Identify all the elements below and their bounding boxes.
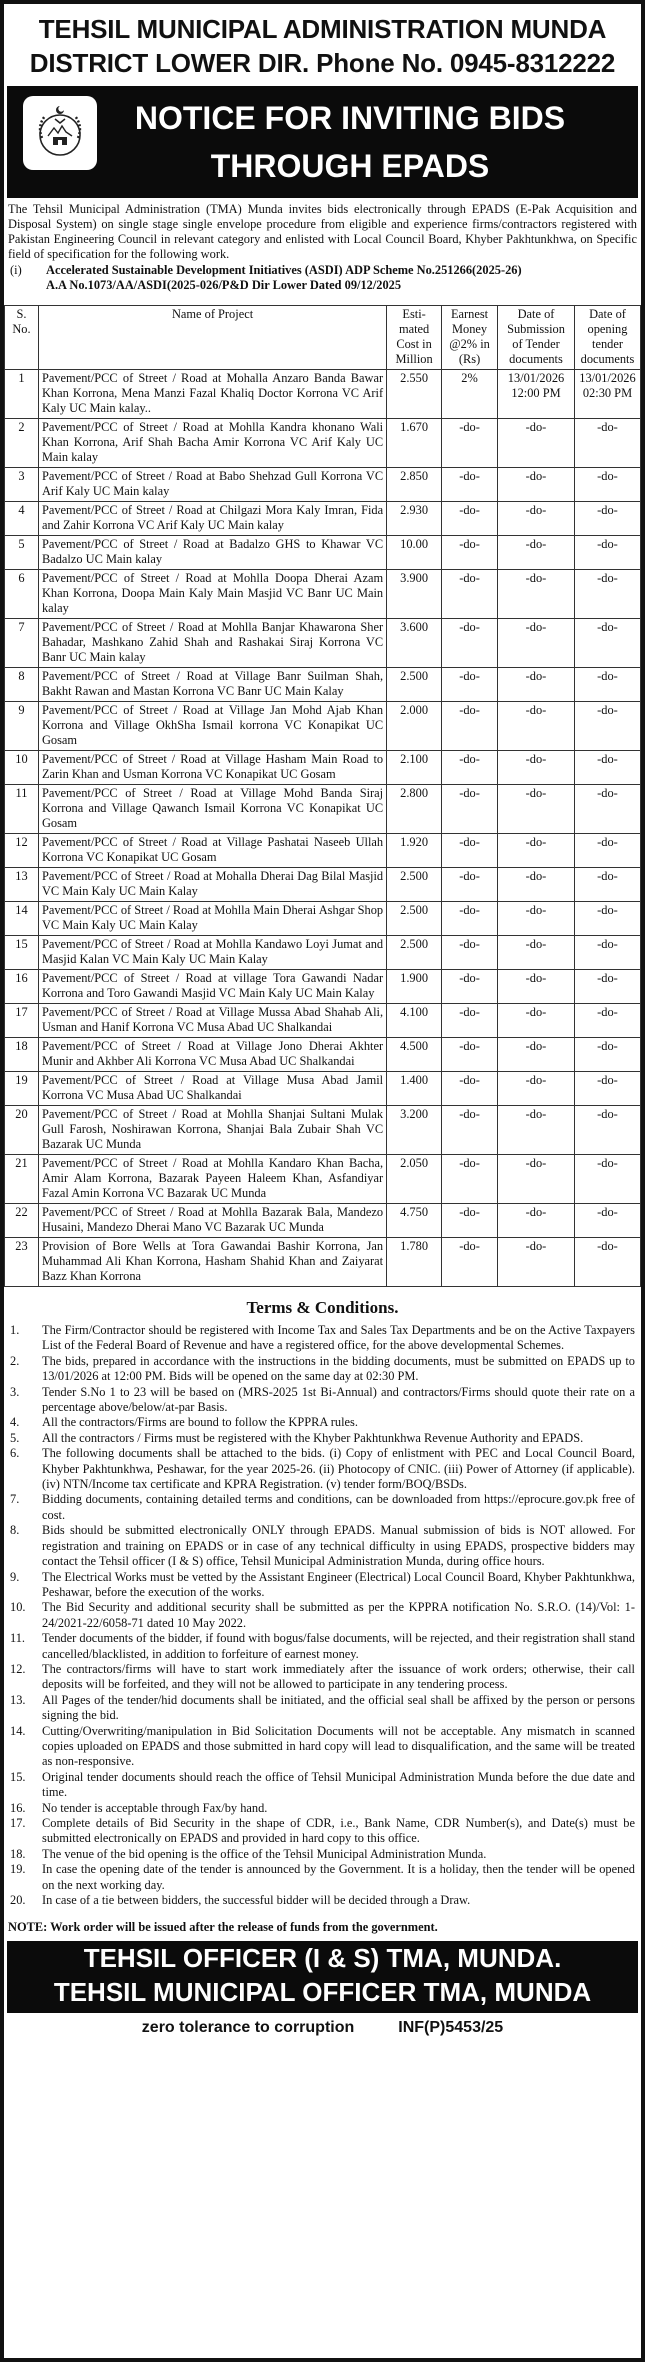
project-name-cell: Pavement/PCC of Street / Road at Village Banr Suilman Shah, Bakht Rawan and Mastan Korrona VC Banr UC Main Kalay [38,668,386,702]
term-number: 1. [10,1323,20,1337]
earnest-cell: -do- [442,1155,498,1204]
term-text: Tender S.No 1 to 23 will be based on (MRS-2025 1st Bi-Annual) and contractors/Firms should quote their rate on a percentage above/below/at-par Basis. [42,1384,635,1415]
table-row [5,868,641,902]
table-row [5,668,641,702]
submission-date-cell: -do- [498,1106,575,1155]
col-submission-header: Date of Submission of Tender documents [498,306,575,370]
project-name-cell: Pavement/PCC of Street / Road at Mohalla Anzaro Banda Bawar Khan Korrona, Mena Manzi Fazal Khaliq Doctor Korrona VC Arif Kaly UC Main kalay.. [38,370,386,419]
anti-corruption-slogan: zero tolerance to corruption [141,2019,355,2037]
table-row [5,619,641,668]
serial-cell: 2 [5,419,39,468]
cost-cell: 1.780 [387,1238,442,1287]
earnest-cell: -do- [442,868,498,902]
term-item [10,1570,635,1601]
cost-cell: 3.900 [387,570,442,619]
term-number: 14. [10,1723,26,1738]
term-number: 20. [10,1893,26,1908]
table-row [5,468,641,502]
term-text: The bids, prepared in accordance with the instructions in the bidding documents, must be submitted on EPADS up to 13/01/2026 at 12:00 PM. Bids will be opened on the same day at 02:30 PM. [42,1353,635,1384]
term-item [10,1492,635,1523]
table-row [5,370,641,419]
project-name-cell: Pavement/PCC of Street / Road at Chilgazi Mora Kaly Imran, Fida and Zahir Korrona VC Arif Kaly UC Main kalay [38,502,386,536]
header-title: TEHSIL MUNICIPAL ADMINISTRATION MUNDA [38,14,607,44]
submission-date-cell: -do- [498,1072,575,1106]
project-name-cell: Pavement/PCC of Street / Road at Village Pashatai Naseeb Ullah Korrona VC Konapikat UC Gosam [38,834,386,868]
term-text: Bidding documents, containing detailed terms and conditions, can be downloaded from https://eprocure.gov.pk free of cost. [42,1492,635,1522]
term-text: No tender is acceptable through Fax/by hand. [42,1800,268,1815]
serial-cell: 10 [5,751,39,785]
term-item [10,1801,635,1816]
project-name-cell: Pavement/PCC of Street / Road at Village Jono Dherai Akhter Munir and Akhber Ali Korrona VC Musa Abad UC Shalkandai [38,1038,386,1072]
serial-cell: 5 [5,536,39,570]
term-number: 8. [10,1523,20,1538]
earnest-cell: -do- [442,468,498,502]
term-text: Original tender documents should reach the office of Tehsil Municipal Administration Munda before the due date and time. [42,1769,635,1800]
project-name-cell: Pavement/PCC of Street / Road at Babo Shehzad Gull Korrona VC Arif Kaly UC Main kalay [38,468,386,502]
term-number: 19. [10,1862,26,1877]
opening-date-cell: -do- [574,702,640,751]
submission-date-cell: -do- [498,936,575,970]
term-text: Complete details of Bid Security in the shape of CDR, i.e., Bank Name, CDR Number(s), and Date(s) must be submitted electronically on EPADS and provided in hard copy to this office. [42,1816,635,1846]
table-row [5,1004,641,1038]
project-name-cell: Pavement/PCC of Street / Road at Mohlla Shanjai Sultani Mulak Gull Farosh, Noshirawan Korrona, Shanjai Bala Zubair Shah VC Bazarak UC Munda [38,1106,386,1155]
submission-date-cell: -do- [498,536,575,570]
table-row [5,1238,641,1287]
table-row [5,1204,641,1238]
funds-note: NOTE: Work order will be issued after the release of funds from the government. [8,1920,438,1935]
serial-cell: 4 [5,502,39,536]
term-item [10,1385,635,1416]
earnest-cell: -do- [442,536,498,570]
earnest-cell: -do- [442,970,498,1004]
cost-cell: 2.500 [387,902,442,936]
earnest-cell: -do- [442,785,498,834]
serial-cell: 3 [5,468,39,502]
serial-cell: 15 [5,936,39,970]
term-number: 16. [10,1800,26,1815]
term-item [10,1631,635,1662]
term-item [10,1693,635,1724]
opening-date-cell: -do- [574,785,640,834]
opening-date-cell: -do- [574,970,640,1004]
serial-cell: 11 [5,785,39,834]
project-name-cell: Pavement/PCC of Street / Road at Mohlla Main Dherai Ashgar Shop VC Main Kaly UC Main Kalay [38,902,386,936]
project-name-cell: Pavement/PCC of Street / Road at Village Mussa Abad Shahab Ali, Usman and Hanif Korrona VC Musa Abad UC Shalkandai [38,1004,386,1038]
table-row [5,970,641,1004]
opening-date-cell: -do- [574,1072,640,1106]
earnest-cell: -do- [442,902,498,936]
col-earnest-header: Earnest Money @2% in (Rs) [442,306,498,370]
cost-cell: 2.050 [387,1155,442,1204]
term-number: 5. [10,1430,20,1445]
serial-cell: 9 [5,702,39,751]
earnest-cell: -do- [442,834,498,868]
term-item [10,1323,635,1354]
term-text: The Bid Security and additional security shall be submitted as per the KPPRA notification No. S.R.O. (14)/Vol: 1-24/2021-22/6058-71 dated 10 May 2022. [42,1600,635,1630]
table-row [5,936,641,970]
term-text: The Electrical Works must be vetted by the Assistant Engineer (Electrical) Local Council Board, Khyber Pakhtunkhwa, Peshawar, before the execution of the works. [42,1569,635,1599]
opening-date-cell: -do- [574,1038,640,1072]
cost-cell: 2.550 [387,370,442,419]
scheme-line1: Accelerated Sustainable Development Initiatives (ASDI) ADP Scheme No.251266(2025-26) [46,263,522,277]
project-name-cell: Pavement/PCC of Street / Road at Badalzo GHS to Khawar VC Badalzo UC Main kalay [38,536,386,570]
earnest-cell: -do- [442,702,498,751]
table-row [5,902,641,936]
submission-date-cell: 13/01/2026 12:00 PM [498,370,575,419]
serial-cell: 20 [5,1106,39,1155]
term-item [10,1446,635,1492]
term-number: 2. [10,1353,20,1368]
opening-date-cell: -do- [574,536,640,570]
cost-cell: 1.400 [387,1072,442,1106]
inf-reference: INF(P)5453/25 [398,2019,504,2037]
table-row [5,702,641,751]
term-item [10,1724,635,1770]
term-text: Cutting/Overwriting/manipulation in Bid Solicitation Documents will not be acceptable. Any mismatch in scanned copies uploaded on EPADS and those submitted in hard copy will lead to disqualification, and the same will be treated as non-responsive. [42,1723,635,1769]
term-text: The venue of the bid opening is the office of the Tehsil Municipal Administration Munda. [42,1846,487,1861]
opening-date-cell: -do- [574,619,640,668]
earnest-cell: -do- [442,419,498,468]
project-name-cell: Pavement/PCC of Street / Road at Village Hasham Main Road to Zarin Khan and Usman Korrona VC Konapikat UC Gosam [38,751,386,785]
serial-cell: 16 [5,970,39,1004]
term-item [10,1847,635,1862]
serial-cell: 19 [5,1072,39,1106]
signature-line2: TEHSIL MUNICIPAL OFFICER TMA, MUNDA [53,1977,592,2008]
serial-cell: 1 [5,370,39,419]
submission-date-cell: -do- [498,468,575,502]
header-subtitle: DISTRICT LOWER DIR. Phone No. 0945-8312222 [29,48,616,78]
serial-cell: 17 [5,1004,39,1038]
table-row [5,834,641,868]
col-serial-header: S. No. [5,306,39,370]
cost-cell: 2.500 [387,936,442,970]
opening-date-cell: -do- [574,902,640,936]
project-name-cell: Pavement/PCC of Street / Road at Mohlla Kandaro Khan Bacha, Amir Alam Korrona, Bazarak Payeen Haleem Khan, Asfandiyar Fazal Amin Korrona VC Bazarak UC Munda [38,1155,386,1204]
term-text: Bids should be submitted electronically ONLY through EPADS. Manual submission of bids is NOT allowed. For registration and training on EPADS or in case of any technical difficulty in using EPADS, prospective bidders may contact the Tehsil officer (I & S) office, Tehsil Municipal Administration Munda, during office hours. [42,1523,635,1569]
term-item [10,1816,635,1847]
col-project-header: Name of Project [38,306,386,370]
opening-date-cell: -do- [574,668,640,702]
cost-cell: 3.200 [387,1106,442,1155]
term-number: 12. [10,1661,26,1676]
serial-cell: 13 [5,868,39,902]
table-row [5,1106,641,1155]
cost-cell: 4.750 [387,1204,442,1238]
cost-cell: 1.920 [387,834,442,868]
earnest-cell: -do- [442,1106,498,1155]
project-name-cell: Pavement/PCC of Street / Road at village Tora Gawandi Nadar Korrona and Toro Gawandi Masjid VC Main Kaly UC Main Kalay [38,970,386,1004]
intro-paragraph: The Tehsil Municipal Administration (TMA) Munda invites bids electronically through EPADS (E-Pak Acquisition and Disposal System) on single stage single envelope procedure from eligible and experience firms/contractors registered with Pakistan Engineering Council in relevant category and enlisted with Local Council Board, Khyber Pakhtunkhwa, on Specific field of specification for the following work. [8,202,637,261]
col-cost-header: Esti-mated Cost in Million [387,306,442,370]
opening-date-cell: -do- [574,1155,640,1204]
scheme-index: (i) [10,263,22,277]
submission-date-cell: -do- [498,785,575,834]
project-name-cell: Pavement/PCC of Street / Road at Village Musa Abad Jamil Korrona VC Musa Abad UC Shalkandai [38,1072,386,1106]
opening-date-cell: -do- [574,1106,640,1155]
table-row [5,419,641,468]
col-opening-header: Date of opening tender documents [574,306,640,370]
cost-cell: 2.930 [387,502,442,536]
table-row [5,1155,641,1204]
term-item [10,1354,635,1385]
earnest-cell: -do- [442,1072,498,1106]
submission-date-cell: -do- [498,702,575,751]
terms-list [4,1319,641,1908]
term-text: In case of a tie between bidders, the successful bidder will be decided through a Draw. [42,1893,471,1908]
term-number: 7. [10,1492,20,1507]
term-item [10,1862,635,1893]
term-text: The Firm/Contractor should be registered with Income Tax and Sales Tax Departments and be on the Active Taxpayers List of the Federal Board of Revenue and have a registered office, for the above developmental Schemes. [42,1323,635,1353]
term-number: 9. [10,1569,20,1584]
cost-cell: 2.850 [387,468,442,502]
submission-date-cell: -do- [498,668,575,702]
signature-banner [7,1941,638,2013]
submission-date-cell: -do- [498,868,575,902]
cost-cell: 10.00 [387,536,442,570]
serial-cell: 12 [5,834,39,868]
term-text: All the contractors/Firms are bound to follow the KPPRA rules. [42,1415,358,1430]
term-number: 18. [10,1846,26,1861]
cost-cell: 2.000 [387,702,442,751]
terms-title: Terms & Conditions. [246,1298,399,1317]
serial-cell: 8 [5,668,39,702]
submission-date-cell: -do- [498,570,575,619]
term-number: 11. [10,1631,26,1646]
project-name-cell: Pavement/PCC of Street / Road at Mohlla Kandawo Loyi Jumat and Masjid Kalan VC Main Kaly UC Main Kalay [38,936,386,970]
serial-cell: 18 [5,1038,39,1072]
cost-cell: 3.600 [387,619,442,668]
opening-date-cell: -do- [574,1238,640,1287]
term-text: All Pages of the tender/hid documents shall be initiated, and the official seal shall be affixed by the person or persons signing the bid. [42,1692,635,1723]
opening-date-cell: -do- [574,751,640,785]
opening-date-cell: 13/01/2026 02:30 PM [574,370,640,419]
earnest-cell: -do- [442,570,498,619]
notice-title-line1: NOTICE FOR INVITING BIDS [134,100,566,136]
kpk-emblem-icon [23,96,97,170]
opening-date-cell: -do- [574,1204,640,1238]
earnest-cell: -do- [442,619,498,668]
project-name-cell: Pavement/PCC of Street / Road at Mohlla Kandra khonano Wali Khan Korrona, Arif Shah Bacha Amir Korrona VC Arif Kaly UC Main kalay [38,419,386,468]
term-number: 17. [10,1816,26,1830]
earnest-cell: -do- [442,936,498,970]
cost-cell: 1.900 [387,970,442,1004]
cost-cell: 2.800 [387,785,442,834]
footer [4,2013,641,2039]
opening-date-cell: -do- [574,834,640,868]
submission-date-cell: -do- [498,1204,575,1238]
project-name-cell: Pavement/PCC of Street / Road at Mohlla Banjar Khawarona Sher Bahadar, Mashkano Zahid Shah and Rashakai Siraj Korrona VC Banr UC Main kalay [38,619,386,668]
project-name-cell: Pavement/PCC of Street / Road at Mohlla Bazarak Bala, Mandezo Husaini, Mandezo Dherai Mano VC Bazarak UC Munda [38,1204,386,1238]
works-table [4,305,641,1287]
term-number: 10. [10,1600,26,1615]
cost-cell: 2.500 [387,868,442,902]
opening-date-cell: -do- [574,419,640,468]
term-number: 3. [10,1384,20,1399]
submission-date-cell: -do- [498,970,575,1004]
term-number: 4. [10,1415,20,1430]
project-name-cell: Pavement/PCC of Street / Road at Village Mohd Banda Siraj Korrona and Village Qawanch Ismail Korrona VC Konapikat UC Gosam [38,785,386,834]
cost-cell: 4.500 [387,1038,442,1072]
submission-date-cell: -do- [498,834,575,868]
cost-cell: 2.500 [387,668,442,702]
earnest-cell: -do- [442,1038,498,1072]
submission-date-cell: -do- [498,502,575,536]
table-row [5,502,641,536]
opening-date-cell: -do- [574,502,640,536]
term-item [10,1770,635,1801]
serial-cell: 14 [5,902,39,936]
term-item [10,1662,635,1693]
term-text: Tender documents of the bidder, if found with bogus/false documents, will be rejected, and their registration shall stand cancelled/blacklisted, in addition to forfeiture of earnest money. [42,1631,635,1661]
term-number: 6. [10,1446,20,1461]
term-text: The following documents shall be attached to the bids. (i) Copy of enlistment with PEC and Local Council Board, Khyber Pakhtunkhwa, Peshawar, for the year 2025-26. (ii) Photocopy of CNIC. (iii) Power of Attorney (if applicable). (iv) NTN/Income tax certificate and KPRA Registration. (v) tender form/BOQ/BSDs. [42,1446,635,1492]
scheme-line2: A.A No.1073/AA/ASDI(2025-026/P&D Dir Lower Dated 09/12/2025 [46,278,402,292]
project-name-cell: Provision of Bore Wells at Tora Gawandai Bashir Korrona, Jan Muhammad Ali Khan Korrona, Hasham Shahid Khan and Zaiyarat Bazz Khan Korrona [38,1238,386,1287]
submission-date-cell: -do- [498,902,575,936]
table-row [5,751,641,785]
table-header-row [5,306,641,370]
table-row [5,785,641,834]
table-row [5,1038,641,1072]
project-name-cell: Pavement/PCC of Street / Road at Village Jan Mohd Ajab Khan Korrona and Village OkhSha Ismail korrona VC Konapikat UC Gosam [38,702,386,751]
opening-date-cell: -do- [574,468,640,502]
submission-date-cell: -do- [498,751,575,785]
project-name-cell: Pavement/PCC of Street / Road at Mohalla Dherai Dag Bilal Masjid VC Main Kaly UC Main Kalay [38,868,386,902]
term-text: All the contractors / Firms must be registered with the Khyber Pakhtunkhwa Revenue Authority and EPADS. [42,1430,584,1445]
term-item [10,1523,635,1569]
term-item [10,1415,635,1430]
opening-date-cell: -do- [574,1004,640,1038]
serial-cell: 21 [5,1155,39,1204]
term-item [10,1431,635,1446]
signature-line1: TEHSIL OFFICER (I & S) TMA, MUNDA. [83,1943,562,1974]
table-row [5,536,641,570]
notice-banner [7,86,638,198]
submission-date-cell: -do- [498,1238,575,1287]
submission-date-cell: -do- [498,419,575,468]
earnest-cell: -do- [442,1238,498,1287]
serial-cell: 22 [5,1204,39,1238]
term-item [10,1600,635,1631]
serial-cell: 7 [5,619,39,668]
submission-date-cell: -do- [498,1004,575,1038]
opening-date-cell: -do- [574,868,640,902]
opening-date-cell: -do- [574,570,640,619]
cost-cell: 1.670 [387,419,442,468]
earnest-cell: 2% [442,370,498,419]
earnest-cell: -do- [442,502,498,536]
earnest-cell: -do- [442,1204,498,1238]
submission-date-cell: -do- [498,619,575,668]
term-item [10,1893,635,1908]
scheme-info [4,262,641,293]
earnest-cell: -do- [442,1004,498,1038]
serial-cell: 6 [5,570,39,619]
table-row [5,1072,641,1106]
submission-date-cell: -do- [498,1038,575,1072]
project-name-cell: Pavement/PCC of Street / Road at Mohlla Doopa Dherai Azam Khan Korrona, Doopa Main Kaly Main Masjid VC Banr UC Main kalay [38,570,386,619]
cost-cell: 2.100 [387,751,442,785]
opening-date-cell: -do- [574,936,640,970]
earnest-cell: -do- [442,751,498,785]
serial-cell: 23 [5,1238,39,1287]
cost-cell: 4.100 [387,1004,442,1038]
term-text: The contractors/firms will have to start work immediately after the issuance of work orders; otherwise, their call deposits will be forfeited, and they will not be allowed to participate in any tendering process. [42,1661,635,1692]
notice-title-line2: THROUGH EPADS [210,148,490,184]
term-number: 13. [10,1692,26,1707]
term-text: In case the opening date of the tender is announced by the Government. It is a holiday, then the tender will be opened on the next working day. [42,1862,635,1892]
term-number: 15. [10,1769,26,1784]
table-row [5,570,641,619]
earnest-cell: -do- [442,668,498,702]
submission-date-cell: -do- [498,1155,575,1204]
